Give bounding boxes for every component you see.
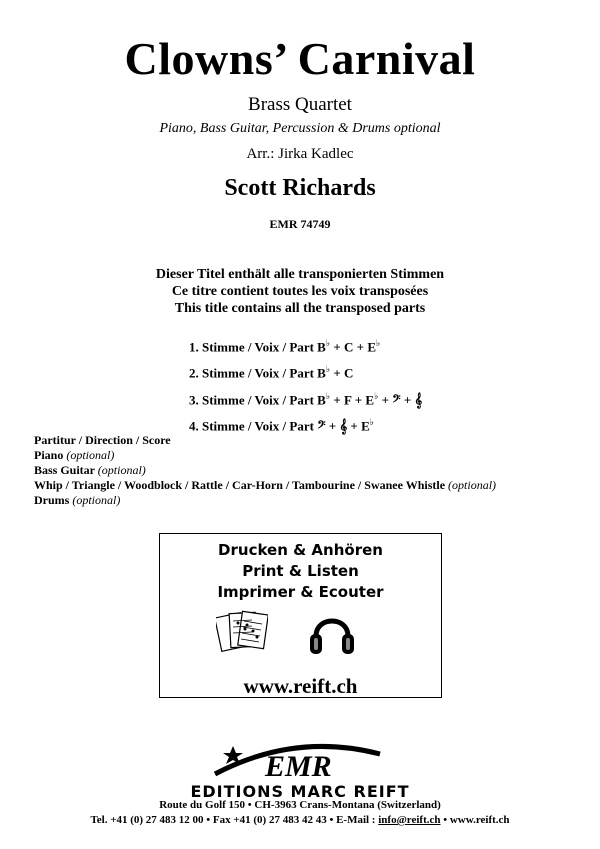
logo-text: EMR xyxy=(265,750,332,783)
flat-symbol: ♭ xyxy=(375,338,381,348)
headphones-icon xyxy=(308,606,356,658)
transposition-note-en: This title contains all the transposed parts xyxy=(174,301,426,316)
flat-symbol: ♭ xyxy=(369,416,374,427)
instrument-list xyxy=(34,433,496,508)
bass-clef-icon: 𝄢 xyxy=(392,391,401,407)
promo-line-en: Print & Listen xyxy=(242,562,359,580)
bass-clef-icon: 𝄢 xyxy=(317,418,326,434)
catalog-number: EMR 74749 xyxy=(269,217,331,231)
instrumentation: Brass Quartet xyxy=(248,94,352,115)
transposition-notes xyxy=(0,266,600,317)
instrument-percussion: Whip / Triangle / Woodblock / Rattle / Car-Horn / Tambourine / Swanee Whistle (optional) xyxy=(34,478,497,492)
promo-line-fr: Imprimer & Ecouter xyxy=(217,583,384,601)
flat-symbol: ♭ xyxy=(374,390,379,401)
transposition-note-de: Dieser Titel enthält alle transponierten Stimmen xyxy=(155,267,445,282)
print-listen-box xyxy=(159,533,442,698)
instrument-bass-guitar: Bass Guitar (optional) xyxy=(34,463,146,477)
promo-lines xyxy=(160,540,441,603)
treble-clef-icon: 𝄞 xyxy=(414,391,423,407)
flat-symbol: ♭ xyxy=(325,338,331,348)
publisher-name: EDITIONS MARC REIFT xyxy=(190,782,410,801)
publisher-contact: Tel. +41 (0) 27 483 12 00 • Fax +41 (0) 27 483 42 43 • E-Mail : info@reift.ch • www.reift.ch xyxy=(90,814,510,826)
flat-symbol: ♭ xyxy=(325,364,331,375)
instrument-score: Partitur / Direction / Score xyxy=(34,433,171,447)
email-link[interactable]: info@reift.ch xyxy=(378,814,441,826)
flat-symbol: ♭ xyxy=(325,390,331,401)
sheet-music-icon xyxy=(216,607,268,655)
part-4: 4. Stimme / Voix / Part 𝄢 + 𝄞 + E♭ xyxy=(189,416,374,434)
treble-clef-icon: 𝄞 xyxy=(339,418,348,434)
promo-url[interactable]: www.reift.ch xyxy=(243,674,358,698)
instrument-drums: Drums (optional) xyxy=(34,493,121,507)
publisher-address: Route du Golf 150 • CH-3963 Crans-Montana (Switzerland) xyxy=(159,799,441,811)
piece-title: Clowns’ Carnival xyxy=(124,33,476,84)
part-1: 1. Stimme / Voix / Part B♭ + C + E♭ xyxy=(189,338,381,355)
instrument-piano: Piano (optional) xyxy=(34,448,115,462)
part-2: 2. Stimme / Voix / Part B♭ + C xyxy=(189,364,354,381)
optional-instruments-line: Piano, Bass Guitar, Percussion & Drums optional xyxy=(159,121,441,136)
transposition-note-fr: Ce titre contient toutes les voix transposées xyxy=(171,284,429,299)
composer: Scott Richards xyxy=(224,175,376,201)
promo-line-de: Drucken & Anhören xyxy=(218,541,383,559)
arranger: Arr.: Jirka Kadlec xyxy=(246,146,354,162)
part-3: 3. Stimme / Voix / Part B♭ + F + E♭ + 𝄢 + 𝄞 xyxy=(189,390,423,407)
parts-list xyxy=(189,332,422,437)
